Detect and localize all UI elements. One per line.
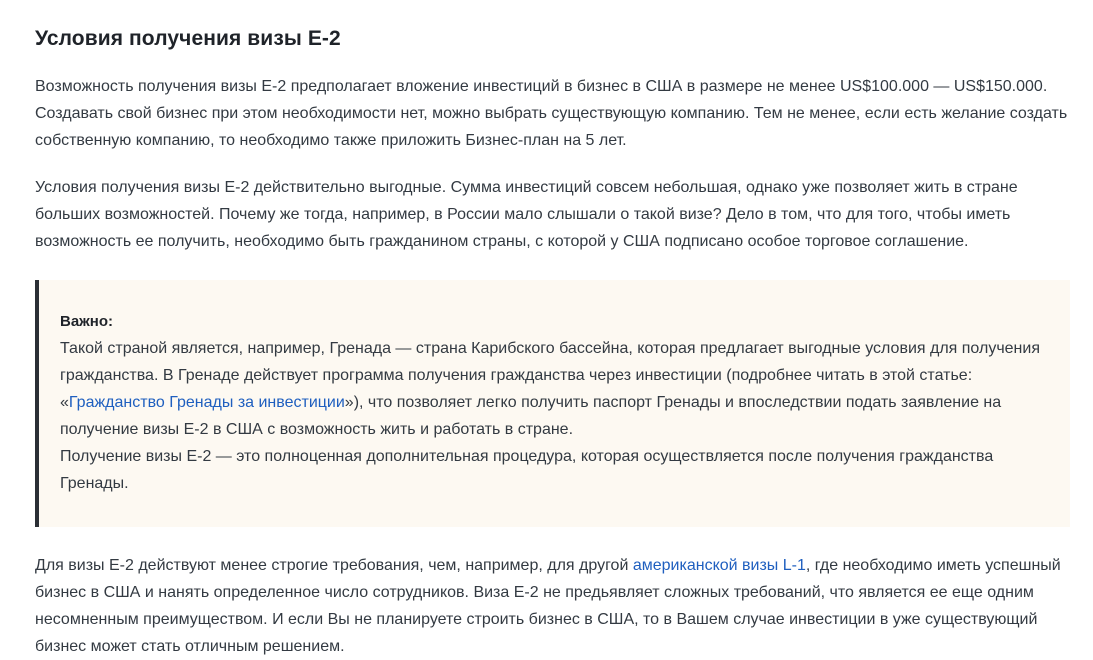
paragraph-investment: Возможность получения визы Е-2 предполагает вложение инвестиций в бизнес в США в размере не менее US$100.000 — US$150.000. Создавать свой бизнес при этом необходимости нет, можно выбрать существующую компанию. Тем не менее, если есть желание создать собственную компанию, то необходимо также приложить Бизнес-план на 5 лет. (35, 78, 1068, 149)
paragraph-conditions: Условия получения визы Е-2 действительно выгодные. Сумма инвестиций совсем небольшая, однако уже позволяет жить в стране больших возможностей. Почему же тогда, например, в России мало слышали о такой визе? Дело в том, что для того, чтобы иметь возможность ее получить, необходимо быть гражданином страны, с которой у США подписано особое торговое соглашение. (35, 179, 1018, 250)
l1-visa-link[interactable]: американской визы L-1 (632, 557, 806, 574)
note-text-2: Получение визы Е-2 — это полноценная дополнительная процедура, которая осуществляется после получения гражданства Гренады. (60, 448, 994, 492)
note-text (60, 335, 1050, 443)
note-text-after-link: »), что позволяет легко получить паспорт Гренады и впоследствии подать заявление на получение визы Е-2 в США с возможность жить и работать в стране. (60, 394, 1002, 438)
grenada-citizenship-link[interactable]: Гражданство Гренады за инвестиции (68, 394, 345, 411)
p3-text-before-link: Для визы Е-2 действуют менее строгие требования, чем, например, для другой (35, 557, 633, 574)
p3-text-after-link: , где необходимо иметь успешный бизнес в США и нанять определенное число сотрудников. Виза Е-2 не предьявляет сложных требований, что является ее еще одним несомненным преимуществом. И если Вы не планируете строить бизнес в США, то в Вашем случае инвестиции в уже существующий бизнес может стать отличным решением. (35, 557, 1061, 655)
note-label: Важно: (60, 313, 114, 330)
section-title: Условия получения визы Е-2 (35, 27, 341, 50)
important-note (35, 280, 1070, 527)
note-text-before-link: Такой страной является, например, Гренада — страна Карибского бассейна, которая предлагает выгодные условия для получения гражданства. В Гренаде действует программа получения гражданства через инвестиции (подробнее читать в этой статье: « (60, 340, 1040, 411)
paragraph-requirements (35, 552, 1071, 660)
